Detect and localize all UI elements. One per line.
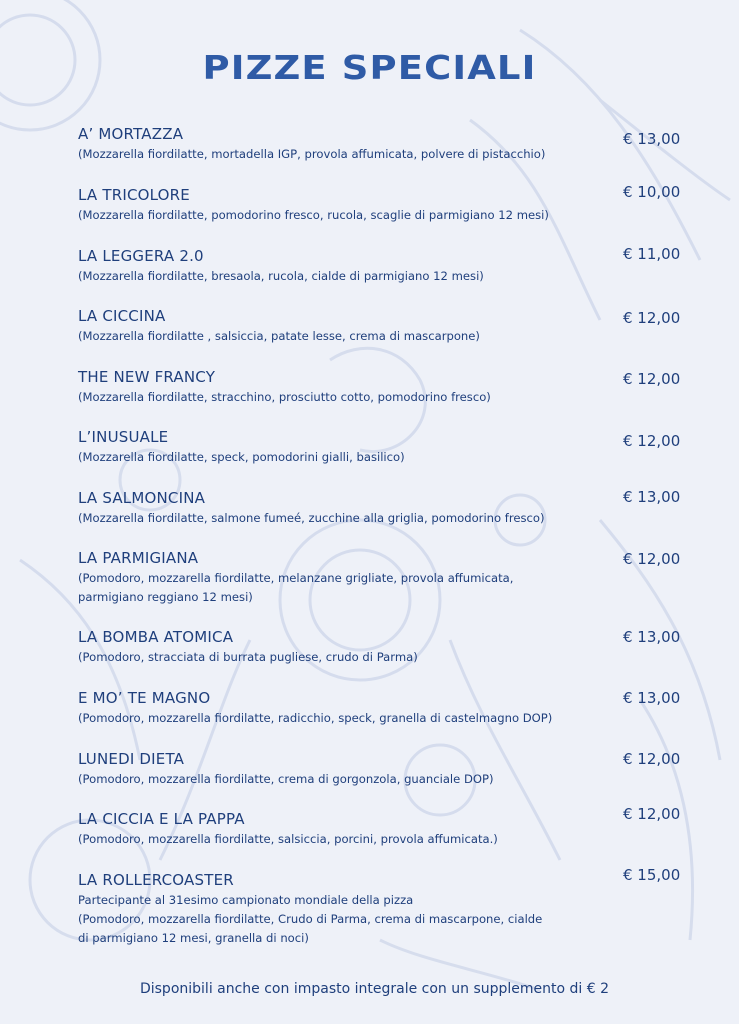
- menu-item: [78, 367, 681, 407]
- page-title: PIZZE SPECIALI: [202, 48, 537, 87]
- item-price: € 13,00: [623, 130, 681, 148]
- menu-item: [78, 306, 681, 346]
- item-description: (Pomodoro, mozzarella fiordilatte, Crudo di Parma, crema di mascarpone, cialde: [78, 912, 543, 926]
- item-description: (Mozzarella fiordilatte, bresaola, rucola, cialde di parmigiano 12 mesi): [78, 269, 484, 283]
- item-price: € 15,00: [623, 866, 681, 884]
- item-name: LA LEGGERA 2.0: [78, 247, 204, 265]
- menu-item: [78, 488, 681, 528]
- menu-item: [78, 548, 681, 607]
- item-name: LA TRICOLORE: [78, 186, 190, 204]
- menu-item: [78, 427, 681, 467]
- item-name: L’INUSUALE: [78, 428, 169, 446]
- item-description: (Mozzarella fiordilatte, speck, pomodorini gialli, basilico): [78, 450, 405, 464]
- item-price: € 11,00: [623, 245, 681, 263]
- item-price: € 12,00: [623, 805, 681, 823]
- menu-item: [78, 124, 681, 164]
- item-name: LA ROLLERCOASTER: [78, 871, 234, 889]
- menu-item: [78, 627, 681, 667]
- item-name: LUNEDI DIETA: [78, 750, 185, 768]
- item-note: Partecipante al 31esimo campionato mondiale della pizza: [78, 893, 414, 907]
- item-price: € 12,00: [623, 370, 681, 388]
- menu-item: [78, 809, 678, 849]
- menu-item: [78, 688, 681, 728]
- item-description: (Mozzarella fiordilatte, pomodorino fresco, rucola, scaglie di parmigiano 12 mesi): [78, 208, 549, 222]
- item-description: (Pomodoro, mozzarella fiordilatte, salsiccia, porcini, provola affumicata.): [78, 832, 498, 846]
- item-description: (Pomodoro, stracciata di burrata pugliese, crudo di Parma): [78, 650, 418, 664]
- item-description: (Mozzarella fiordilatte, mortadella IGP, provola affumicata, polvere di pistacchio): [78, 147, 546, 161]
- item-price: € 13,00: [623, 628, 681, 646]
- item-price: € 13,00: [623, 689, 681, 707]
- item-name: LA CICCIA E LA PAPPA: [78, 810, 245, 828]
- item-name: A’ MORTAZZA: [78, 125, 184, 143]
- item-price: € 13,00: [623, 488, 681, 506]
- menu-item: [78, 749, 681, 789]
- item-name: LA SALMONCINA: [78, 489, 206, 507]
- item-name: LA PARMIGIANA: [78, 549, 199, 567]
- menu-item: [78, 870, 678, 948]
- item-name: E MO’ TE MAGNO: [78, 689, 211, 707]
- item-description: (Pomodoro, mozzarella fiordilatte, melanzane grigliate, provola affumicata,: [78, 571, 514, 585]
- item-description: (Pomodoro, mozzarella fiordilatte, crema di gorgonzola, guanciale DOP): [78, 772, 494, 786]
- item-description-continued: parmigiano reggiano 12 mesi): [78, 590, 253, 604]
- item-description: (Mozzarella fiordilatte, salmone fumeé, zucchine alla griglia, pomodorino fresco): [78, 511, 545, 525]
- item-price: € 12,00: [623, 309, 681, 327]
- item-name: LA BOMBA ATOMICA: [78, 628, 234, 646]
- item-price: € 10,00: [623, 183, 681, 201]
- item-name: LA CICCINA: [78, 307, 166, 325]
- menu-item: [78, 245, 681, 286]
- item-description-continued: di parmigiano 12 mesi, granella di noci): [78, 931, 309, 945]
- item-price: € 12,00: [623, 550, 681, 568]
- footer-note: Disponibili anche con impasto integrale con un supplemento di € 2: [139, 981, 610, 997]
- item-price: € 12,00: [623, 432, 681, 450]
- item-description: (Pomodoro, mozzarella fiordilatte, radicchio, speck, granella di castelmagno DOP): [78, 711, 553, 725]
- item-description: (Mozzarella fiordilatte, stracchino, prosciutto cotto, pomodorino fresco): [78, 390, 491, 404]
- item-name: THE NEW FRANCY: [78, 368, 216, 386]
- menu-item: [78, 183, 681, 225]
- item-price: € 12,00: [623, 750, 681, 768]
- item-description: (Mozzarella fiordilatte , salsiccia, patate lesse, crema di mascarpone): [78, 329, 480, 343]
